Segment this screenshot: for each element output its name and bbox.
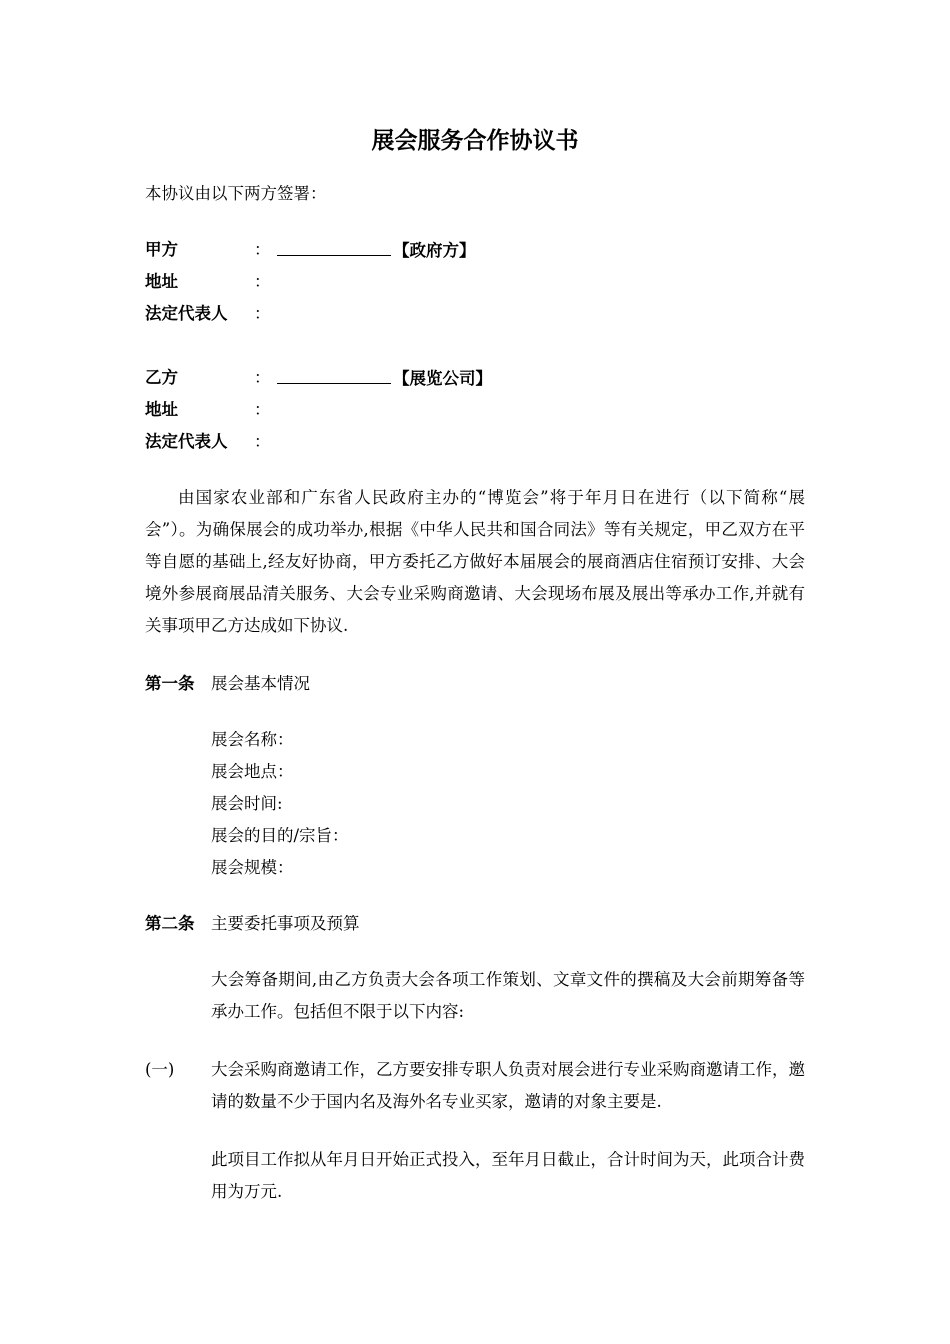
party-b-name-blank — [277, 368, 391, 384]
article1-item: 展会的目的/宗旨： — [211, 826, 349, 845]
party-a-rep-colon: ： — [254, 304, 271, 323]
article1-item: 展会地点： — [211, 762, 294, 781]
party-b-address-label: 地址 — [145, 400, 178, 419]
party-a-name-blank — [277, 240, 391, 256]
article1-number: 第一条 — [145, 674, 195, 693]
party-a-label: 甲方 — [145, 240, 178, 259]
article2-number: 第二条 — [145, 914, 195, 933]
article1-heading: 展会基本情况 — [211, 674, 310, 693]
article2-item1-text: 大会采购商邀请工作，乙方要安排专职人负责对展会进行专业采购商邀请工作，邀请的数量不少于国内名及海外名专业买家，邀请的对象主要是. — [211, 1060, 805, 1111]
party-b-role: 【展览公司】 — [393, 369, 492, 388]
party-a-rep-label: 法定代表人 — [145, 304, 228, 323]
party-b-address-colon: ： — [254, 400, 271, 419]
party-a-address-label: 地址 — [145, 272, 178, 291]
party-a-address-colon: ： — [254, 272, 271, 291]
party-b-rep-colon: ： — [254, 432, 271, 451]
document-title: 展会服务合作协议书 — [371, 127, 579, 154]
party-a-colon: ： — [254, 240, 271, 259]
party-a-role-line — [277, 240, 476, 261]
party-a-role: 【政府方】 — [393, 241, 476, 260]
article2-item1-marker: (一) — [145, 1060, 175, 1079]
intro-line: 本协议由以下两方签署： — [145, 184, 327, 203]
article1-item: 展会名称： — [211, 730, 294, 749]
article2-heading: 主要委托事项及预算 — [211, 914, 360, 933]
party-b-label: 乙方 — [145, 368, 178, 387]
article2-item1-note: 此项目工作拟从年月日开始正式投入，至年月日截止，合计时间为天，此项合计费用为万元. — [211, 1150, 805, 1201]
party-b-role-line — [277, 368, 492, 389]
preamble-paragraph: 由国家农业部和广东省人民政府主办的“博览会”将于年月日在进行（以下简称“展会”）。为确保展会的成功举办,根据《中华人民共和国合同法》等有关规定，甲乙双方在平等自愿的基础上,经友好协商，甲方委托乙方做好本届展会的展商酒店住宿预订安排、大会境外参展商展品清关服务、大会专业采购商邀请、大会现场布展及展出等承办工作,并就有关事项甲乙方达成如下协议. — [145, 488, 805, 635]
party-b-rep-label: 法定代表人 — [145, 432, 228, 451]
party-b-colon: ： — [254, 368, 271, 387]
article2-body: 大会筹备期间,由乙方负责大会各项工作策划、文章文件的撰稿及大会前期筹备等承办工作。包括但不限于以下内容: — [211, 970, 805, 1021]
article1-item: 展会时间: — [211, 794, 283, 813]
article1-item: 展会规模： — [211, 858, 294, 877]
